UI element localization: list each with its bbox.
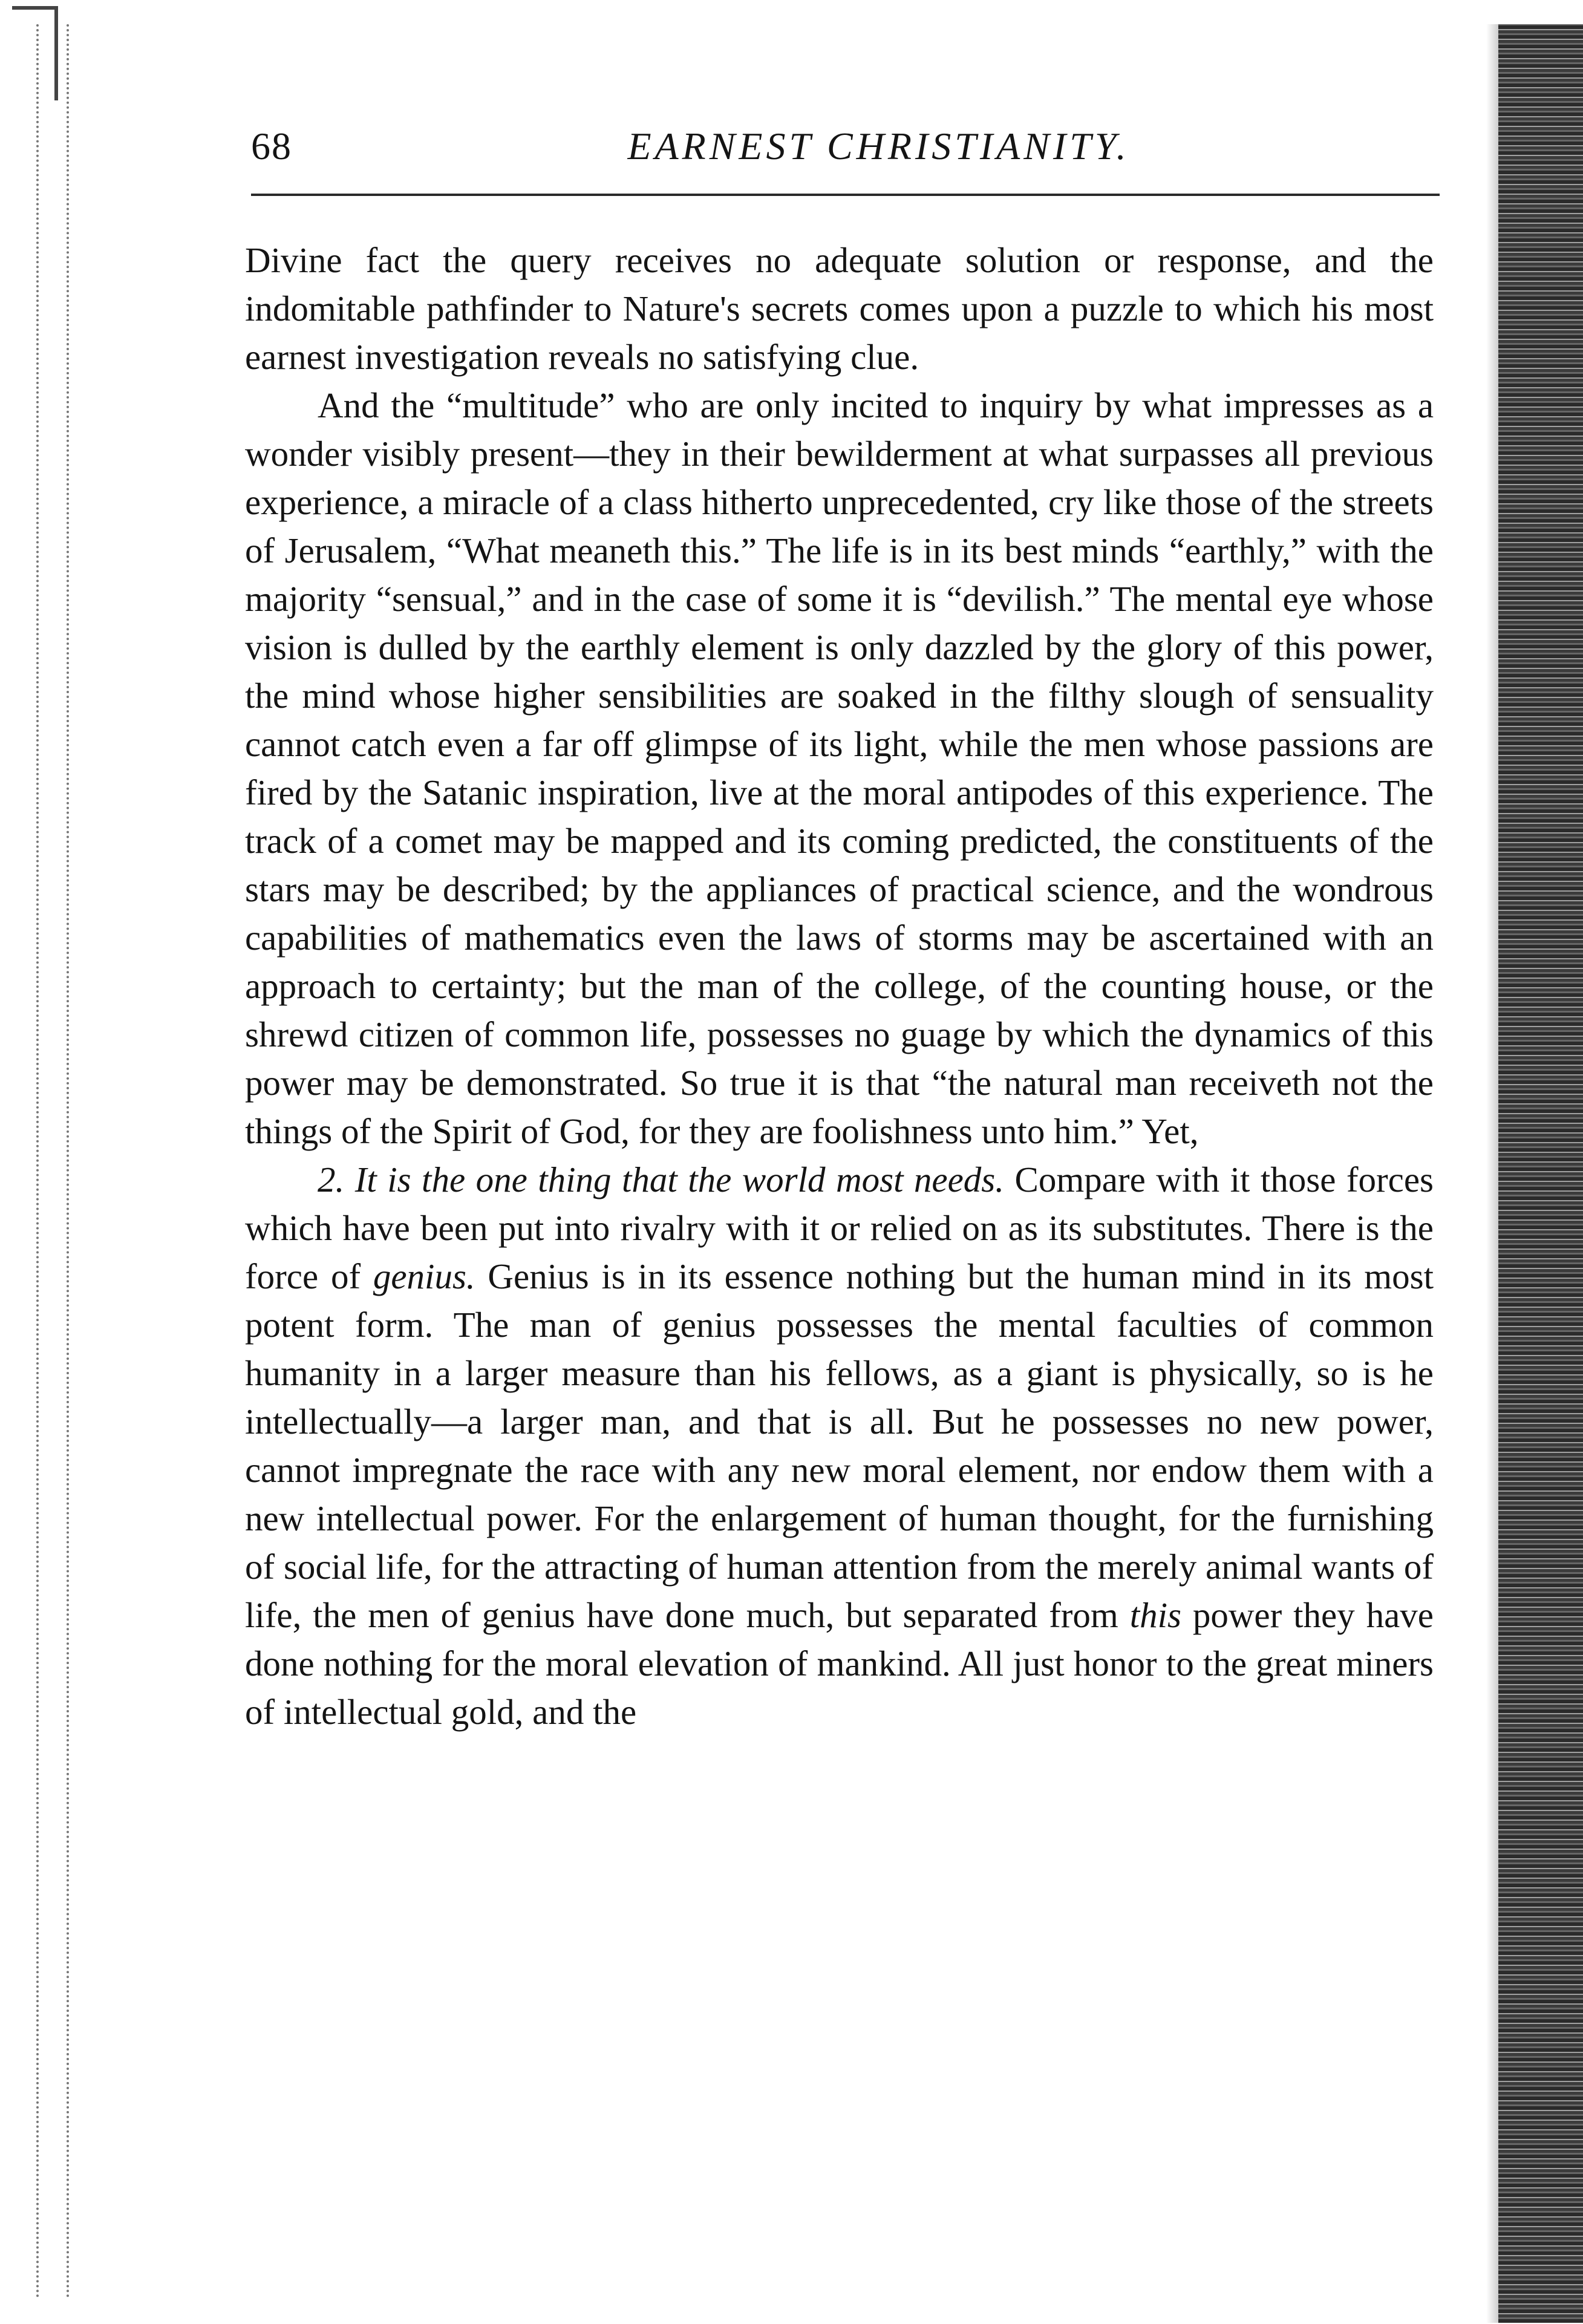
paragraph-text: power they have done nothing for the moral elevation of mankind. All just honor to the great miners of intellectual gold, and the xyxy=(245,1595,1434,1732)
scan-corner-mark xyxy=(12,6,58,100)
scan-dotted-rule xyxy=(67,24,69,2300)
scan-dotted-rule xyxy=(36,24,39,2300)
scan-binding-edge xyxy=(1498,24,1583,2323)
page-header xyxy=(251,118,1440,191)
header-rule xyxy=(251,194,1440,196)
paragraph-text: Compare with it those forces which have been put into rivalry with it or relied on as its substitutes. There is the force of xyxy=(245,1160,1434,1296)
section-heading: 2. It is the one thing that the world most needs. xyxy=(318,1160,1005,1200)
paragraph xyxy=(245,1155,1434,1736)
paragraph: Divine fact the query receives no adequate solution or response, and the indomitable pathfinder to Nature's secrets comes upon a puzzle to which his most earnest investigation reveals no satisfying clue. xyxy=(245,240,1434,377)
emphasis-genius: genius. xyxy=(373,1256,475,1296)
scan-gutter-artifact xyxy=(12,0,85,2324)
paragraph: And the “multitude” who are only incited to inquiry by what impresses as a wonder visibly present—they in their bewilderment at what surpasses all previous experience, a miracle of a class hitherto unprecedented, cry like those of the streets of Jerusalem, “What meaneth this.” The life is in its best minds “earthly,” with the majority “sensual,” and in the case of some it is “devilish.” The mental eye whose vision is dulled by the earthly element is only dazzled by the glory of this power, the mind whose higher sensibilities are soaked in the filthy slough of sensuality cannot catch even a far off glimpse of its light, while the men whose passions are fired by the Satanic inspiration, live at the moral antipodes of this experience. The track of a comet may be mapped and its coming predicted, the constituents of the stars may be described; by the appliances of practical science, and the wondrous capabilities of mathematics even the laws of storms may be ascertained with an approach to certainty; but the man of the college, of the counting house, or the shrewd citizen of common life, possesses no guage by which the dynamics of this power may be demonstrated. So true it is that “the natural man receiveth not the things of the Spirit of God, for they are foolishness unto him.” Yet, xyxy=(245,385,1434,1151)
scan-binding-shadow xyxy=(1486,24,1498,2323)
paragraph-text: Genius is in its essence nothing but the human mind in its most potent form. The man of genius possesses the mental faculties of common humanity in a larger measure than his fellows, as a giant is physically, so is he intellectually—a larger man, and that is all. But he possesses no new power, cannot impregnate the race with any new moral element, nor endow them with a new intellectual power. For the enlargement of human thought, for the furnishing of social life, for the attracting of human attention from the merely animal wants of life, the men of genius have done much, but separated from xyxy=(245,1256,1434,1635)
emphasis-this: this xyxy=(1129,1595,1181,1635)
page-number: 68 xyxy=(251,125,292,168)
running-title: EARNEST CHRISTIANITY. xyxy=(627,125,1130,168)
body-text xyxy=(245,236,1434,1736)
